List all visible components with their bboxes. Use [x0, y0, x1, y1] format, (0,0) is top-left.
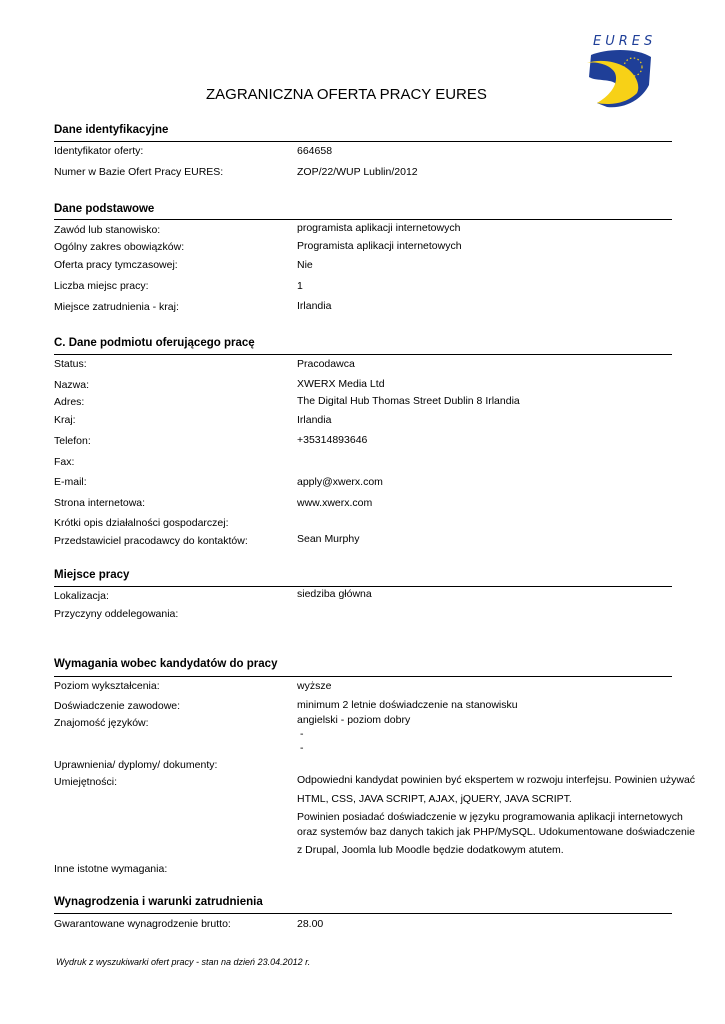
field-label: Przedstawiciel pracodawcy do kontaktów:: [54, 535, 248, 547]
field-label: Gwarantowane wynagrodzenie brutto:: [54, 918, 231, 930]
field-label: Telefon:: [54, 435, 91, 447]
website-value: www.xwerx.com: [297, 497, 373, 509]
section-heading-salary: Wynagrodzenia i warunki zatrudnienia: [54, 896, 263, 908]
field-label: E-mail:: [54, 476, 87, 488]
skills-line: z Drupal, Joomla lub Moodle będzie dodatkowym atutem.: [297, 844, 564, 856]
duties-value: Programista aplikacji internetowych: [297, 240, 462, 252]
contact-person-value: Sean Murphy: [297, 533, 360, 545]
field-label: Identyfikator oferty:: [54, 145, 144, 157]
section-heading-basic: Dane podstawowe: [54, 203, 155, 215]
offer-id-value: 664658: [297, 145, 333, 157]
field-label: Nazwa:: [54, 379, 90, 391]
field-label: Strona internetowa:: [54, 497, 146, 509]
address-value: The Digital Hub Thomas Street Dublin 8 Irlandia: [297, 395, 520, 407]
vacancies-value: 1: [297, 280, 303, 292]
print-footer: Wydruk z wyszukiwarki ofert pracy - stan na dzień 23.04.2012 r.: [56, 957, 311, 967]
offer-number-value: ZOP/22/WUP Lublin/2012: [297, 166, 418, 178]
skills-line: HTML, CSS, JAVA SCRIPT, AJAX, jQUERY, JAVA SCRIPT.: [297, 793, 572, 805]
section-divider: [54, 354, 672, 355]
field-label: Fax:: [54, 456, 75, 468]
section-heading-identification: Dane identyfikacyjne: [54, 124, 169, 136]
country-value: Irlandia: [297, 300, 332, 312]
location-value: siedziba główna: [297, 588, 372, 600]
field-label: Oferta pracy tymczasowej:: [54, 259, 178, 271]
section-heading-workplace: Miejsce pracy: [54, 569, 130, 581]
email-value: apply@xwerx.com: [297, 476, 383, 488]
section-heading-employer: C. Dane podmiotu oferującego pracę: [54, 337, 255, 349]
phone-value: +35314893646: [297, 434, 368, 446]
skills-line: Powinien posiadać doświadczenie w języku programowania aplikacji internetowych: [297, 811, 683, 823]
education-value: wyższe: [297, 680, 332, 692]
eures-logo-text: EURES: [593, 34, 655, 49]
field-label: Kraj:: [54, 414, 76, 426]
employer-country-value: Irlandia: [297, 414, 332, 426]
field-label: Uprawnienia/ dyplomy/ dokumenty:: [54, 759, 218, 771]
experience-value: minimum 2 letnie doświadczenie na stanowisku: [297, 699, 518, 711]
field-label: Status:: [54, 358, 87, 370]
section-divider: [54, 219, 672, 220]
field-label: Umiejętności:: [54, 776, 118, 788]
field-label: Numer w Bazie Ofert Pracy EURES:: [54, 166, 224, 178]
field-label: Lokalizacja:: [54, 590, 109, 602]
status-value: Pracodawca: [297, 358, 355, 370]
temporary-value: Nie: [297, 259, 313, 271]
section-divider: [54, 141, 672, 142]
company-name-value: XWERX Media Ltd: [297, 378, 385, 390]
language-item: angielski - poziom dobry: [297, 714, 411, 726]
field-label: Poziom wykształcenia:: [54, 680, 160, 692]
field-label: Krótki opis działalności gospodarczej:: [54, 517, 229, 529]
field-label: Miejsce zatrudnienia - kraj:: [54, 301, 179, 313]
section-divider: [54, 676, 672, 677]
section-divider: [54, 586, 672, 587]
field-label: Znajomość języków:: [54, 717, 149, 729]
page-title: ZAGRANICZNA OFERTA PRACY EURES: [206, 86, 487, 103]
language-item: -: [300, 742, 304, 754]
field-label: Zawód lub stanowisko:: [54, 224, 161, 236]
eures-logo: [585, 33, 655, 111]
skills-line: oraz systemów baz danych takich jak PHP/MySQL. Udokumentowane doświadczenie: [297, 826, 696, 838]
field-label: Ogólny zakres obowiązków:: [54, 241, 185, 253]
field-label: Doświadczenie zawodowe:: [54, 700, 181, 712]
eures-logo-graphic: [585, 33, 655, 111]
field-label: Liczba miejsc pracy:: [54, 280, 149, 292]
occupation-value: programista aplikacji internetowych: [297, 222, 461, 234]
language-item: -: [300, 728, 304, 740]
skills-line: Odpowiedni kandydat powinien być ekspertem w rozwoju interfejsu. Powinien używać: [297, 774, 696, 786]
section-heading-requirements: Wymagania wobec kandydatów do pracy: [54, 658, 278, 670]
field-label: Adres:: [54, 396, 85, 408]
salary-value: 28.00: [297, 918, 324, 930]
field-label: Inne istotne wymagania:: [54, 863, 168, 875]
section-divider: [54, 913, 672, 914]
field-label: Przyczyny oddelegowania:: [54, 608, 179, 620]
